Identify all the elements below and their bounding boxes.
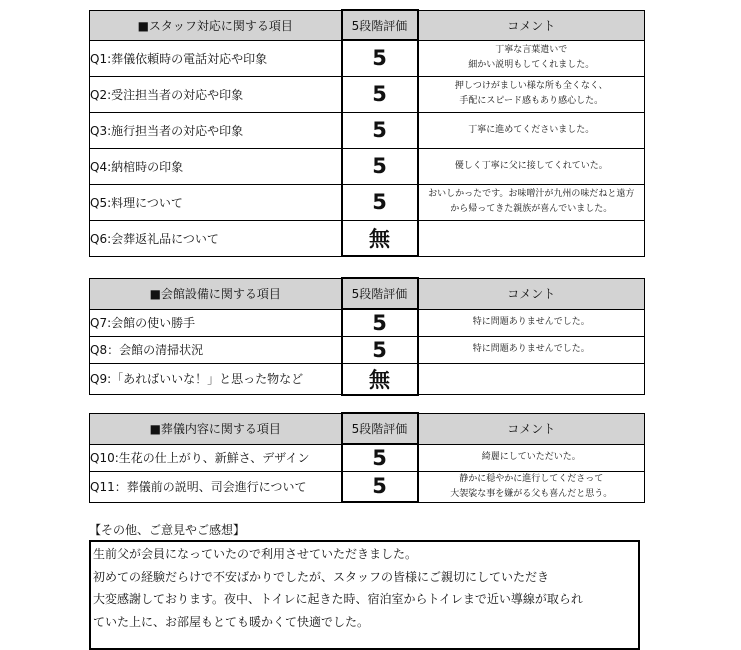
funeral-content-evaluation-table <box>89 412 645 503</box>
rating-value: 5 <box>342 148 418 184</box>
rating-value: 5 <box>342 40 418 76</box>
rating-value: 無 <box>342 220 418 256</box>
comment-line: 押しつけがましい様な所も全くなく、 <box>454 81 608 91</box>
question-label: Q5:料理について <box>90 184 342 220</box>
comment-line: 優しく丁寧に父に接してくれていた。 <box>454 160 608 171</box>
comment-cell <box>418 471 645 502</box>
table-row <box>90 148 645 184</box>
header-comment: コメント <box>418 413 645 444</box>
header-item: ■スタッフ対応に関する項目 <box>90 10 342 40</box>
header-score: 5段階評価 <box>342 10 418 40</box>
rating-value: 5 <box>342 184 418 220</box>
comment-line: 大袈裟な事を嫌がる父も喜んだと思う。 <box>450 488 613 499</box>
header-item: ■会館設備に関する項目 <box>90 278 342 309</box>
comment-cell <box>418 363 645 395</box>
comment-line: 手配にスピード感もあり感心した。 <box>459 96 604 106</box>
comment-line: 丁寧に進めてくださいました。 <box>468 124 595 135</box>
feedback-line: 大変感謝しております。夜中、トイレに起きた時、宿泊室からトイレまで近い導線が取られ <box>93 592 583 606</box>
other-feedback-box <box>89 540 640 650</box>
feedback-line: 初めての経験だらけで不安ばかりでしたが、スタッフの皆様にご親切にしていただき <box>93 569 550 584</box>
table-row <box>90 363 645 395</box>
question-label: Q3:施行担当者の対応や印象 <box>90 112 342 148</box>
staff-evaluation-table <box>89 9 645 257</box>
question-label: Q9:「あればいいな！」と思った物など <box>90 363 342 395</box>
table-header-row <box>90 278 645 309</box>
question-label: Q7:会館の使い勝手 <box>90 309 342 336</box>
table-header-row <box>90 413 645 444</box>
feedback-line: 生前父が会員になっていたので利用させていただきました。 <box>93 547 418 561</box>
feedback-line: ていた上に、お部屋もとても暖かくて快適でした。 <box>93 614 370 629</box>
facility-evaluation-table <box>89 277 645 396</box>
comment-cell <box>418 220 645 256</box>
table-row <box>90 336 645 363</box>
rating-value: 5 <box>342 112 418 148</box>
comment-cell <box>418 40 645 76</box>
table-row <box>90 444 645 471</box>
rating-value: 5 <box>342 444 418 471</box>
comment-cell <box>418 184 645 220</box>
rating-value: 5 <box>342 309 418 336</box>
comment-line: 特に問題ありませんでした。 <box>472 317 590 327</box>
table-row <box>90 471 645 502</box>
question-label: Q8：会館の清掃状況 <box>90 336 342 363</box>
other-feedback-label: 【その他、ご意見やご感想】 <box>89 523 246 537</box>
table-row <box>90 184 645 220</box>
rating-value: 5 <box>342 76 418 112</box>
comment-line: 細かい説明もしてくれました。 <box>468 60 595 70</box>
comment-line: 綺麗にしていただいた。 <box>481 452 581 462</box>
comment-line: おいしかったです。お味噌汁が九州の味だねと遠方 <box>428 189 635 199</box>
question-label: Q4:納棺時の印象 <box>90 148 342 184</box>
comment-line: から帰ってきた親族が喜んでいました。 <box>450 204 613 214</box>
table-row <box>90 309 645 336</box>
comment-line: 静かに穏やかに進行してくださって <box>459 473 604 484</box>
comment-line: 丁寧な言葉遣いで <box>495 45 568 55</box>
question-label: Q6:会葬返礼品について <box>90 220 342 256</box>
comment-cell <box>418 444 645 471</box>
rating-value: 5 <box>342 336 418 363</box>
comment-line: 特に問題ありませんでした。 <box>472 344 590 354</box>
comment-cell <box>418 112 645 148</box>
comment-cell <box>418 76 645 112</box>
table-row <box>90 40 645 76</box>
question-label: Q11：葬儀前の説明、司会進行について <box>90 471 342 502</box>
rating-value: 無 <box>342 363 418 395</box>
question-label: Q1:葬儀依頼時の電話対応や印象 <box>90 40 342 76</box>
header-comment: コメント <box>418 10 645 40</box>
header-comment: コメント <box>418 278 645 309</box>
header-score: 5段階評価 <box>342 278 418 309</box>
comment-cell <box>418 336 645 363</box>
question-label: Q10:生花の仕上がり、新鮮さ、デザイン <box>90 444 342 471</box>
rating-value: 5 <box>342 471 418 502</box>
comment-cell <box>418 148 645 184</box>
comment-cell <box>418 309 645 336</box>
table-row <box>90 76 645 112</box>
table-row <box>90 112 645 148</box>
header-score: 5段階評価 <box>342 413 418 444</box>
header-item: ■葬儀内容に関する項目 <box>90 413 342 444</box>
table-row <box>90 220 645 256</box>
question-label: Q2:受注担当者の対応や印象 <box>90 76 342 112</box>
table-header-row <box>90 10 645 40</box>
